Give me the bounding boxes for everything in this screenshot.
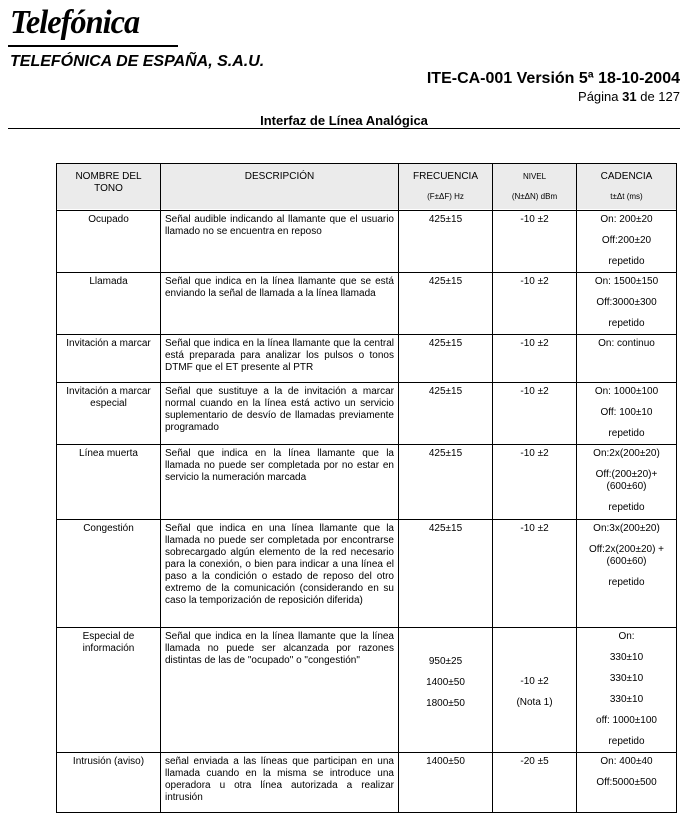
frequency-value: 425±15 [428, 386, 463, 397]
cadence-value: Off:3000±300 [596, 297, 657, 308]
logo-underline [8, 45, 178, 47]
tone-name: Llamada [57, 273, 161, 335]
tone-description: Señal que indica en la línea llamante que se está enviando la señal de llamada a la línea llamada [161, 273, 399, 335]
cadence-value: On: 1000±100 [594, 386, 659, 397]
frequency-value: 425±15 [428, 448, 463, 459]
cadence-value: repetido [608, 736, 645, 747]
table-row [57, 445, 677, 520]
telefonica-logo: Telefónica [10, 4, 140, 41]
cadence-value: repetido [608, 318, 645, 329]
page-number: 31 [622, 89, 637, 104]
page-prefix: Página [578, 89, 619, 104]
header-divider [8, 128, 680, 129]
tone-description: Señal que sustituye a la de invitación a marcar normal cuando en la línea está activo un servicio suplementario de desvío de llamadas previamente programado [161, 383, 399, 445]
tone-cadence [577, 520, 677, 628]
header-cadence: CADENCIA t±Δt (ms) [577, 164, 677, 211]
tone-description: señal enviada a las líneas que participan en una llamada cuando en la misma se introduce una operadora u otra línea autorizada a realizar intrusión [161, 753, 399, 813]
tone-frequency [399, 335, 493, 383]
frequency-value: 1800±50 [426, 698, 465, 709]
document-reference: ITE-CA-001 Versión 5ª 18-10-2004 [426, 70, 680, 87]
tone-level [493, 628, 577, 753]
frequency-value: 425±15 [428, 276, 463, 287]
tone-name: Intrusión (aviso) [57, 753, 161, 813]
level-value: -10 ±2 [520, 523, 549, 534]
cadence-value: 330±10 [609, 652, 644, 663]
cadence-value: 330±10 [609, 694, 644, 705]
frequency-value: 425±15 [428, 214, 463, 225]
header-level: NIVEL (N±ΔN) dBm [493, 164, 577, 211]
table-row [57, 520, 677, 628]
frequency-value: 425±15 [428, 338, 463, 349]
cadence-value: 330±10 [609, 673, 644, 684]
table-row [57, 628, 677, 753]
cadence-value: Off: 100±10 [600, 407, 653, 418]
frequency-value: 425±15 [428, 523, 463, 534]
cadence-value: repetido [608, 428, 645, 439]
cadence-value: off: 1000±100 [596, 715, 657, 726]
tone-level [493, 383, 577, 445]
tone-name: Invitación a marcar [57, 335, 161, 383]
tone-cadence [577, 273, 677, 335]
cadence-value: On:2x(200±20) [593, 448, 660, 459]
tone-name: Especial de información [57, 628, 161, 753]
tone-frequency [399, 273, 493, 335]
level-value: -10 ±2 [520, 338, 549, 349]
level-value: -10 ±2 [520, 448, 549, 459]
tone-description: Señal que indica en una línea llamante que la llamada no puede ser completada por encontrarse sobrecargado algún elemento de la red necesario para la conexión, o bien para indicar a una línea el paso a la condición o estado de reposo del otro extremo de la comunicación (considerando en su caso la temporización de reposición diferida) [161, 520, 399, 628]
tone-name: Línea muerta [57, 445, 161, 520]
cadence-value: On: continuo [598, 338, 655, 349]
tone-name: Invitación a marcar especial [57, 383, 161, 445]
tone-level [493, 335, 577, 383]
tone-cadence [577, 211, 677, 273]
table-row [57, 211, 677, 273]
frequency-value: 1400±50 [426, 756, 465, 767]
cadence-value: On: 400±40 [600, 756, 653, 767]
tone-level [493, 273, 577, 335]
cadence-value: repetido [608, 502, 645, 513]
tone-level [493, 520, 577, 628]
tone-level [493, 211, 577, 273]
tone-frequency [399, 520, 493, 628]
cadence-value: repetido [608, 256, 645, 267]
tones-table [56, 163, 677, 813]
table-row [57, 273, 677, 335]
header-description: DESCRIPCIÓN [161, 164, 399, 211]
frequency-value: 950±25 [428, 656, 463, 667]
cadence-value: On: 200±20 [600, 214, 653, 225]
tone-description: Señal que indica en la línea llamante que la llamada no puede ser completada por no estar en servicio la numeración marcada [161, 445, 399, 520]
cadence-value: On: [618, 631, 635, 642]
cadence-value: repetido [608, 577, 645, 588]
tone-description: Señal audible indicando al llamante que el usuario llamado no se encuentra en reposo [161, 211, 399, 273]
tone-description: Señal que indica en la línea llamante que la línea llamada no puede ser alcanzada por razones distintas de las de "ocupado" o "congestión" [161, 628, 399, 753]
level-value: -10 ±2 [520, 386, 549, 397]
level-value: (Nota 1) [516, 697, 553, 708]
tone-cadence [577, 335, 677, 383]
level-value: -10 ±2 [520, 214, 549, 225]
tone-cadence [577, 383, 677, 445]
table-row [57, 335, 677, 383]
cadence-value: Off:2x(200±20) + (600±60) [588, 544, 665, 567]
section-title: Interfaz de Línea Analógica [260, 113, 428, 128]
cadence-value: Off:5000±500 [596, 777, 657, 788]
tone-frequency [399, 211, 493, 273]
tone-level [493, 445, 577, 520]
cadence-value: Off:200±20 [601, 235, 652, 246]
level-value: -10 ±2 [520, 276, 549, 287]
tone-cadence [577, 445, 677, 520]
tone-cadence [577, 628, 677, 753]
tone-frequency [399, 383, 493, 445]
tone-name: Ocupado [57, 211, 161, 273]
table-row [57, 383, 677, 445]
tone-name: Congestión [57, 520, 161, 628]
cadence-value: On: 1500±150 [594, 276, 659, 287]
level-value: -10 ±2 [520, 676, 549, 687]
level-value: -20 ±5 [520, 756, 549, 767]
header-name: NOMBRE DEL TONO [57, 164, 161, 211]
table-header-row [57, 164, 677, 211]
page-indicator [578, 89, 680, 104]
header-frequency: FRECUENCIA (F±ΔF) Hz [399, 164, 493, 211]
cadence-value: On:3x(200±20) [593, 523, 660, 534]
company-name: TELEFÓNICA DE ESPAÑA, S.A.U. [10, 53, 265, 70]
tone-frequency [399, 445, 493, 520]
tone-description: Señal que indica en la línea llamante que la central está preparada para analizar los pulsos o tonos DTMF que el ET presente al PTR [161, 335, 399, 383]
tone-frequency [399, 628, 493, 753]
page-suffix: de 127 [640, 89, 680, 104]
frequency-value: 1400±50 [426, 677, 465, 688]
cadence-value: Off:(200±20)+(600±60) [595, 469, 658, 492]
